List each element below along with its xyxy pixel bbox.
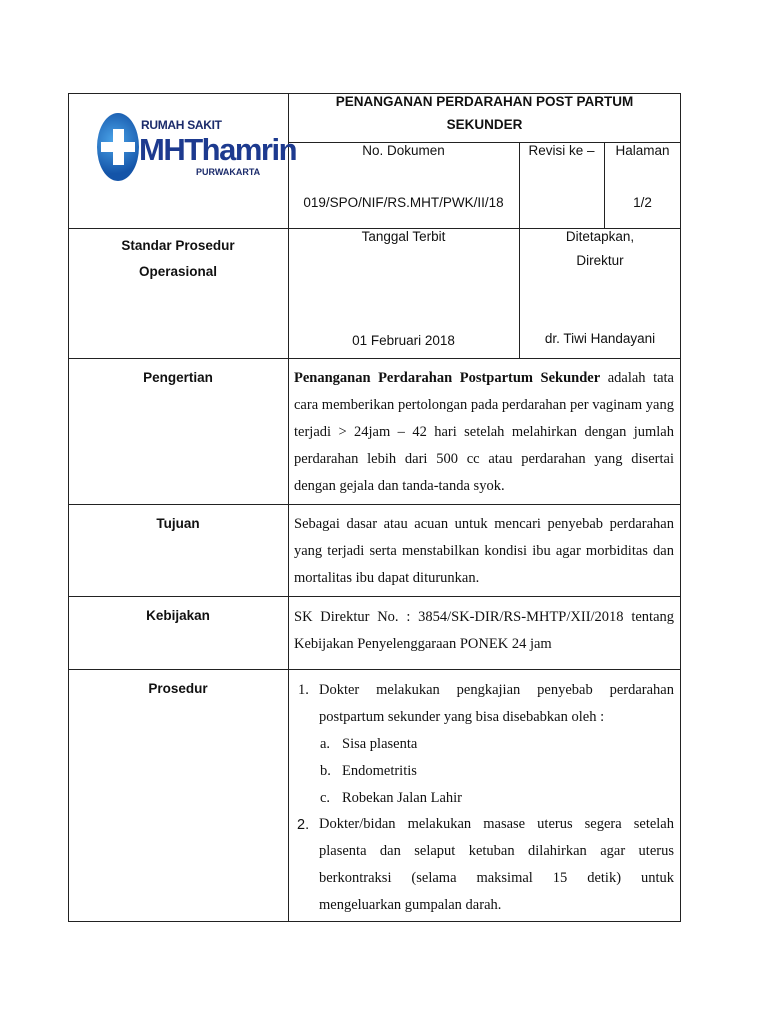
procedure-step-1-number: 1. — [298, 682, 309, 698]
page-value: 1/2 — [633, 195, 652, 210]
doc-number-value: 019/SPO/NIF/RS.MHT/PWK/II/18 — [303, 195, 504, 210]
policy-text: SK Direktur No. : 3854/SK-DIR/RS-MHTP/XII/2018 tentang Kebijakan Penyelenggaraan PONEK 24 jam — [294, 609, 674, 652]
definition-text — [294, 365, 674, 500]
document-title-line-1: PENANGANAN PERDARAHAN POST PARTUM — [335, 94, 634, 109]
procedure-sub-item-c: Robekan Jalan Lahir — [342, 790, 462, 806]
logo-line-1: RUMAH SAKIT — [141, 118, 222, 132]
logo-name-main: Thamrin — [184, 132, 297, 167]
document-title-line-2: SEKUNDER — [446, 117, 523, 132]
medical-cross-icon — [97, 113, 139, 181]
column-divider — [519, 142, 520, 358]
director-name: dr. Tiwi Handayani — [544, 331, 656, 346]
definition-label: Pengertian — [143, 370, 213, 385]
issue-date-label: Tanggal Terbit — [361, 229, 446, 244]
issue-date-value: 01 Februari 2018 — [352, 333, 455, 348]
logo-line-3: PURWAKARTA — [196, 167, 261, 177]
page-label: Halaman — [615, 143, 670, 158]
procedure-sub-item-a: Sisa plasenta — [342, 736, 418, 752]
logo-name-prefix: MH — [139, 132, 185, 167]
sop-label-line-2: Operasional — [138, 264, 218, 279]
purpose-text: Sebagai dasar atau acuan untuk mencari penyebab perdarahan yang terjadi serta menstabilkan kondisi ibu agar morbiditas dan mortalitas ibu dapat diturunkan. — [294, 516, 674, 586]
revision-label: Revisi ke – — [528, 143, 595, 158]
row-divider — [68, 596, 681, 597]
procedure-step-1-text: Dokter melakukan pengkajian penyebab perdarahan postpartum sekunder yang bisa disebabkan oleh : — [319, 682, 674, 725]
procedure-sub-item-b-letter: b. — [320, 763, 331, 779]
purpose-label: Tujuan — [156, 516, 200, 531]
definition-bold-lead: Penanganan Perdarahan Postpartum Sekunder — [294, 370, 601, 386]
director-label: Direktur — [576, 253, 624, 268]
set-label: Ditetapkan, — [565, 229, 635, 244]
procedure-step-2-text: Dokter/bidan melakukan masase uterus segera setelah plasenta dan selaput ketuban dilahirkan agar uterus berkontraksi (selama maksimal 15 detik) untuk mengeluarkan gumpalan darah. — [319, 816, 674, 913]
procedure-sub-item-b: Endometritis — [342, 763, 417, 779]
definition-body: adalah tata cara memberikan pertolongan pada perdarahan per vaginam yang terjadi > 24jam – 42 hari setelah melahirkan dengan jumlah perdarahan lebih dari 500 cc atau perdarahan yang disertai dengan gejala dan tanda-tanda syok. — [294, 370, 674, 494]
logo-name — [139, 134, 296, 166]
procedure-sub-item-a-letter: a. — [320, 736, 331, 752]
procedure-sub-item-c-letter: c. — [320, 790, 331, 806]
procedure-step-2-number: 2. — [297, 817, 310, 833]
procedure-label: Prosedur — [148, 681, 208, 696]
row-divider — [68, 504, 681, 505]
column-divider — [288, 93, 289, 922]
policy-label: Kebijakan — [146, 608, 210, 623]
doc-number-label: No. Dokumen — [362, 143, 445, 158]
row-divider — [68, 358, 681, 359]
row-divider — [68, 669, 681, 670]
sop-label-line-1: Standar Prosedur — [121, 238, 235, 253]
